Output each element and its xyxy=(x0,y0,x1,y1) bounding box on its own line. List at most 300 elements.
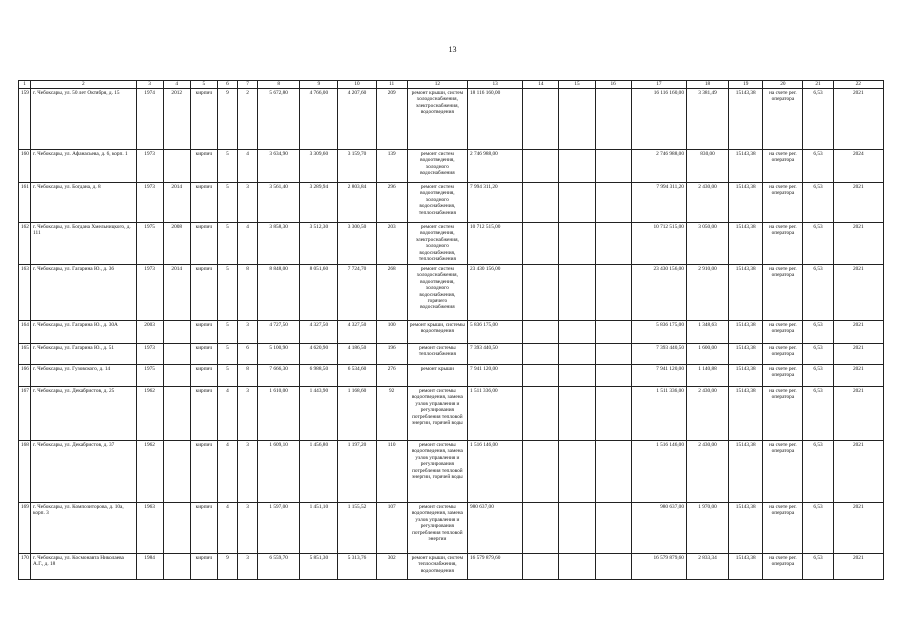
empty-cell xyxy=(523,321,559,344)
cost-total-cell: 7 941 120,00 xyxy=(468,365,523,387)
floors-cell: 9 xyxy=(217,89,237,150)
floors-cell: 5 xyxy=(217,321,237,344)
row-number-cell: 164 xyxy=(19,321,31,344)
wall-material-cell: кирпич xyxy=(190,265,217,321)
column-number-row xyxy=(19,81,884,89)
table-row xyxy=(19,387,884,441)
total-area-cell: 7 666,30 xyxy=(258,365,300,387)
works-cell: ремонт крыши, системы водоотведения xyxy=(407,321,467,344)
total-area-cell: 1 610,00 xyxy=(258,387,300,441)
entrances-cell: 6 xyxy=(237,344,257,365)
premises-area-cell: 6 988,50 xyxy=(300,365,338,387)
owner-funds-cell: 16 579 879,60 xyxy=(631,554,686,580)
column-number-cell: 18 xyxy=(686,81,728,89)
wall-material-cell: кирпич xyxy=(190,365,217,387)
empty-cell xyxy=(523,387,559,441)
works-cell: ремонт крыши xyxy=(407,365,467,387)
limit-cost-cell: 15143,38 xyxy=(729,554,763,580)
total-area-cell: 5 672,80 xyxy=(258,89,300,150)
unit-cost-cell: 830,00 xyxy=(686,150,728,183)
empty-cell xyxy=(559,387,595,441)
year-reconstruction-cell xyxy=(163,387,190,441)
empty-cell xyxy=(559,344,595,365)
value-cell: 6,53 xyxy=(803,344,833,365)
entrances-cell: 3 xyxy=(237,503,257,554)
residential-area-cell: 2 803,84 xyxy=(338,183,376,223)
table-row xyxy=(19,321,884,344)
total-area-cell: 6 559,70 xyxy=(258,554,300,580)
column-number-cell: 14 xyxy=(523,81,559,89)
empty-cell xyxy=(595,183,631,223)
works-cell: ремонт системы водоотведения, замена узлов управления и регулирования потребления тепловой энергии xyxy=(407,503,467,554)
total-area-cell: 1 609,10 xyxy=(258,441,300,503)
planned-year-cell: 2021 xyxy=(833,441,883,503)
floors-cell: 4 xyxy=(217,503,237,554)
wall-material-cell: кирпич xyxy=(190,183,217,223)
entrances-cell: 4 xyxy=(237,223,257,265)
premises-area-cell: 8 051,60 xyxy=(300,265,338,321)
planned-year-cell: 2021 xyxy=(833,365,883,387)
column-number-cell: 10 xyxy=(338,81,376,89)
cost-total-cell: 1 511 336,00 xyxy=(468,387,523,441)
unit-cost-cell: 2 910,00 xyxy=(686,265,728,321)
limit-cost-cell: 15143,38 xyxy=(729,387,763,441)
empty-cell xyxy=(595,223,631,265)
limit-cost-cell: 15143,38 xyxy=(729,183,763,223)
unit-cost-cell: 2 833,34 xyxy=(686,554,728,580)
residents-cell: 276 xyxy=(376,365,407,387)
empty-cell xyxy=(559,365,595,387)
floors-cell: 5 xyxy=(217,183,237,223)
unit-cost-cell: 2 430,00 xyxy=(686,387,728,441)
empty-cell xyxy=(523,554,559,580)
value-cell: 6,53 xyxy=(803,265,833,321)
table-row xyxy=(19,223,884,265)
owner-funds-cell: 10 712 515,00 xyxy=(631,223,686,265)
floors-cell: 5 xyxy=(217,150,237,183)
limit-cost-cell: 15143,38 xyxy=(729,441,763,503)
cost-total-cell: 1 516 146,00 xyxy=(468,441,523,503)
empty-cell xyxy=(595,150,631,183)
wall-material-cell: кирпич xyxy=(190,150,217,183)
empty-cell xyxy=(559,183,595,223)
funding-method-cell: на счете рег. оператора xyxy=(763,183,803,223)
value-cell: 6,53 xyxy=(803,387,833,441)
value-cell: 6,53 xyxy=(803,89,833,150)
owner-funds-cell: 2 746 988,00 xyxy=(631,150,686,183)
value-cell: 6,53 xyxy=(803,441,833,503)
owner-funds-cell: 980 637,00 xyxy=(631,503,686,554)
empty-cell xyxy=(595,365,631,387)
wall-material-cell: кирпич xyxy=(190,387,217,441)
table-row xyxy=(19,503,884,554)
empty-cell xyxy=(595,503,631,554)
column-number-cell: 3 xyxy=(136,81,163,89)
limit-cost-cell: 15143,38 xyxy=(729,150,763,183)
table-row xyxy=(19,150,884,183)
empty-cell xyxy=(595,554,631,580)
owner-funds-cell: 7 393 440,50 xyxy=(631,344,686,365)
column-number-cell: 19 xyxy=(729,81,763,89)
residents-cell: 139 xyxy=(376,150,407,183)
owner-funds-cell: 7 941 120,00 xyxy=(631,365,686,387)
residential-area-cell: 7 724,70 xyxy=(338,265,376,321)
funding-method-cell: на счете рег. оператора xyxy=(763,223,803,265)
premises-area-cell: 1 456,80 xyxy=(300,441,338,503)
total-area-cell: 3 858,30 xyxy=(258,223,300,265)
empty-cell xyxy=(559,441,595,503)
year-reconstruction-cell xyxy=(163,554,190,580)
premises-area-cell: 1 451,10 xyxy=(300,503,338,554)
value-cell: 6,53 xyxy=(803,223,833,265)
column-number-cell: 12 xyxy=(407,81,467,89)
row-number-cell: 162 xyxy=(19,223,31,265)
table-row xyxy=(19,554,884,580)
empty-cell xyxy=(559,89,595,150)
address-cell: г. Чебоксары, ул. Гузовского, д. 14 xyxy=(31,365,136,387)
row-number-cell: 166 xyxy=(19,365,31,387)
address-cell: г. Чебоксары, ул. Гагарина Ю., д. 30А xyxy=(31,321,136,344)
works-cell: ремонт системы теплоснабжения xyxy=(407,344,467,365)
residents-cell: 268 xyxy=(376,265,407,321)
address-cell: г. Чебоксары, ул. 50 лет Октября, д. 15 xyxy=(31,89,136,150)
unit-cost-cell: 3 050,00 xyxy=(686,223,728,265)
column-number-cell: 11 xyxy=(376,81,407,89)
cost-total-cell: 5 836 175,00 xyxy=(468,321,523,344)
empty-cell xyxy=(523,223,559,265)
planned-year-cell: 2021 xyxy=(833,554,883,580)
empty-cell xyxy=(559,554,595,580)
empty-cell xyxy=(595,89,631,150)
entrances-cell: 3 xyxy=(237,441,257,503)
works-cell: ремонт систем водоотведения, холодного водоснабжения, теплоснабжения xyxy=(407,183,467,223)
address-cell: г. Чебоксары, ул. Космонавта Николаева А.Г., д. 18 xyxy=(31,554,136,580)
address-cell: г. Чебоксары, ул. Композиторова, д. 10а, корп. 3 xyxy=(31,503,136,554)
row-number-cell: 165 xyxy=(19,344,31,365)
year-built-cell: 1973 xyxy=(136,183,163,223)
residents-cell: 196 xyxy=(376,344,407,365)
limit-cost-cell: 15143,38 xyxy=(729,365,763,387)
row-number-cell: 161 xyxy=(19,183,31,223)
year-built-cell: 1962 xyxy=(136,387,163,441)
premises-area-cell: 4 327,50 xyxy=(300,321,338,344)
funding-method-cell: на счете рег. оператора xyxy=(763,554,803,580)
planned-year-cell: 2021 xyxy=(833,223,883,265)
residential-area-cell: 3 300,50 xyxy=(338,223,376,265)
unit-cost-cell: 1 600,00 xyxy=(686,344,728,365)
residents-cell: 92 xyxy=(376,387,407,441)
works-cell: ремонт систем водоотведения, электроснабжения, холодного водоснабжения, теплоснабжения xyxy=(407,223,467,265)
table-row xyxy=(19,365,884,387)
table-row xyxy=(19,265,884,321)
wall-material-cell: кирпич xyxy=(190,223,217,265)
residential-area-cell: 4 186,50 xyxy=(338,344,376,365)
empty-cell xyxy=(523,344,559,365)
funding-method-cell: на счете рег. оператора xyxy=(763,89,803,150)
total-area-cell: 3 561,40 xyxy=(258,183,300,223)
year-built-cell: 1975 xyxy=(136,223,163,265)
row-number-cell: 163 xyxy=(19,265,31,321)
value-cell: 6,53 xyxy=(803,321,833,344)
row-number-cell: 169 xyxy=(19,503,31,554)
row-number-cell: 167 xyxy=(19,387,31,441)
wall-material-cell: кирпич xyxy=(190,554,217,580)
table-row xyxy=(19,441,884,503)
cost-total-cell: 18 116 160,00 xyxy=(468,89,523,150)
column-number-cell: 4 xyxy=(163,81,190,89)
column-number-cell: 8 xyxy=(258,81,300,89)
residential-area-cell: 4 327,50 xyxy=(338,321,376,344)
column-number-cell: 22 xyxy=(833,81,883,89)
cost-total-cell: 2 746 988,00 xyxy=(468,150,523,183)
year-reconstruction-cell xyxy=(163,150,190,183)
column-number-cell: 7 xyxy=(237,81,257,89)
table-row xyxy=(19,183,884,223)
total-area-cell: 5 100,90 xyxy=(258,344,300,365)
row-number-cell: 159 xyxy=(19,89,31,150)
value-cell: 6,53 xyxy=(803,150,833,183)
row-number-cell: 170 xyxy=(19,554,31,580)
column-number-cell: 6 xyxy=(217,81,237,89)
limit-cost-cell: 15143,38 xyxy=(729,265,763,321)
planned-year-cell: 2021 xyxy=(833,321,883,344)
value-cell: 6,53 xyxy=(803,554,833,580)
limit-cost-cell: 15143,38 xyxy=(729,344,763,365)
cost-total-cell: 16 579 879,60 xyxy=(468,554,523,580)
address-cell: г. Чебоксары, ул. Богдана Хмельницкого, д. 111 xyxy=(31,223,136,265)
year-reconstruction-cell: 2014 xyxy=(163,183,190,223)
total-area-cell: 1 597,00 xyxy=(258,503,300,554)
planned-year-cell: 2021 xyxy=(833,89,883,150)
empty-cell xyxy=(523,150,559,183)
limit-cost-cell: 15143,38 xyxy=(729,223,763,265)
planned-year-cell: 2021 xyxy=(833,503,883,554)
entrances-cell: 3 xyxy=(237,321,257,344)
year-built-cell: 1963 xyxy=(136,503,163,554)
works-cell: ремонт системы водоотведения, замена узлов управления и регулирования потребления тепловой энергии, горячей воды xyxy=(407,387,467,441)
funding-method-cell: на счете рег. оператора xyxy=(763,344,803,365)
table-row xyxy=(19,89,884,150)
entrances-cell: 8 xyxy=(237,365,257,387)
column-number-cell: 13 xyxy=(468,81,523,89)
limit-cost-cell: 15143,38 xyxy=(729,503,763,554)
planned-year-cell: 2021 xyxy=(833,387,883,441)
planned-year-cell: 2021 xyxy=(833,344,883,365)
cost-total-cell: 7 393 440,50 xyxy=(468,344,523,365)
residential-area-cell: 4 207,60 xyxy=(338,89,376,150)
total-area-cell: 8 848,00 xyxy=(258,265,300,321)
wall-material-cell: кирпич xyxy=(190,344,217,365)
value-cell: 6,53 xyxy=(803,503,833,554)
column-number-cell: 2 xyxy=(31,81,136,89)
funding-method-cell: на счете рег. оператора xyxy=(763,365,803,387)
empty-cell xyxy=(523,89,559,150)
empty-cell xyxy=(559,321,595,344)
empty-cell xyxy=(523,503,559,554)
wall-material-cell: кирпич xyxy=(190,89,217,150)
year-built-cell: 2003 xyxy=(136,321,163,344)
column-number-cell: 5 xyxy=(190,81,217,89)
premises-area-cell: 3 512,30 xyxy=(300,223,338,265)
residents-cell: 100 xyxy=(376,321,407,344)
floors-cell: 5 xyxy=(217,365,237,387)
planned-year-cell: 2021 xyxy=(833,265,883,321)
year-reconstruction-cell xyxy=(163,344,190,365)
column-number-cell: 9 xyxy=(300,81,338,89)
address-cell: г. Чебоксары, ул. Декабристов, д. 25 xyxy=(31,387,136,441)
year-built-cell: 1975 xyxy=(136,365,163,387)
residential-area-cell: 1 197,20 xyxy=(338,441,376,503)
funding-method-cell: на счете рег. оператора xyxy=(763,265,803,321)
year-reconstruction-cell xyxy=(163,365,190,387)
limit-cost-cell: 15143,38 xyxy=(729,89,763,150)
column-number-cell: 20 xyxy=(763,81,803,89)
entrances-cell: 3 xyxy=(237,554,257,580)
limit-cost-cell: 15143,38 xyxy=(729,321,763,344)
planned-year-cell: 2021 xyxy=(833,183,883,223)
empty-cell xyxy=(595,441,631,503)
empty-cell xyxy=(559,223,595,265)
funding-method-cell: на счете рег. оператора xyxy=(763,503,803,554)
floors-cell: 4 xyxy=(217,441,237,503)
owner-funds-cell: 1 516 146,00 xyxy=(631,441,686,503)
empty-cell xyxy=(595,265,631,321)
year-built-cell: 1974 xyxy=(136,89,163,150)
address-cell: г. Чебоксары, ул. Декабристов, д. 37 xyxy=(31,441,136,503)
year-built-cell: 1962 xyxy=(136,441,163,503)
total-area-cell: 4 727,50 xyxy=(258,321,300,344)
year-built-cell: 1984 xyxy=(136,554,163,580)
unit-cost-cell: 1 140,88 xyxy=(686,365,728,387)
empty-cell xyxy=(595,321,631,344)
year-built-cell: 1973 xyxy=(136,150,163,183)
planned-year-cell: 2024 xyxy=(833,150,883,183)
entrances-cell: 3 xyxy=(237,387,257,441)
repair-program-table xyxy=(18,80,884,580)
page-number: 13 xyxy=(448,45,457,54)
premises-area-cell: 5 851,30 xyxy=(300,554,338,580)
floors-cell: 5 xyxy=(217,265,237,321)
empty-cell xyxy=(559,150,595,183)
residents-cell: 209 xyxy=(376,89,407,150)
residential-area-cell: 1 168,60 xyxy=(338,387,376,441)
year-reconstruction-cell xyxy=(163,441,190,503)
wall-material-cell: кирпич xyxy=(190,321,217,344)
floors-cell: 5 xyxy=(217,223,237,265)
empty-cell xyxy=(523,265,559,321)
floors-cell: 9 xyxy=(217,554,237,580)
residents-cell: 110 xyxy=(376,441,407,503)
floors-cell: 4 xyxy=(217,387,237,441)
row-number-cell: 160 xyxy=(19,150,31,183)
cost-total-cell: 7 994 311,20 xyxy=(468,183,523,223)
year-reconstruction-cell xyxy=(163,503,190,554)
value-cell: 6,53 xyxy=(803,365,833,387)
funding-method-cell: на счете рег. оператора xyxy=(763,441,803,503)
empty-cell xyxy=(523,365,559,387)
empty-cell xyxy=(523,183,559,223)
owner-funds-cell: 1 511 336,00 xyxy=(631,387,686,441)
residents-cell: 296 xyxy=(376,183,407,223)
residents-cell: 107 xyxy=(376,503,407,554)
address-cell: г. Чебоксары, ул. Гагарина Ю., д. 36 xyxy=(31,265,136,321)
owner-funds-cell: 7 994 311,20 xyxy=(631,183,686,223)
owner-funds-cell: 5 836 175,00 xyxy=(631,321,686,344)
owner-funds-cell: 16 116 160,00 xyxy=(631,89,686,150)
empty-cell xyxy=(559,503,595,554)
row-number-cell: 168 xyxy=(19,441,31,503)
funding-method-cell: на счете рег. оператора xyxy=(763,387,803,441)
address-cell: г. Чебоксары, ул. Гагарина Ю., д. 51 xyxy=(31,344,136,365)
empty-cell xyxy=(559,265,595,321)
cost-total-cell: 23 430 156,00 xyxy=(468,265,523,321)
value-cell: 6,53 xyxy=(803,183,833,223)
residential-area-cell: 5 313,76 xyxy=(338,554,376,580)
funding-method-cell: на счете рег. оператора xyxy=(763,150,803,183)
unit-cost-cell: 2 430,00 xyxy=(686,183,728,223)
residents-cell: 302 xyxy=(376,554,407,580)
year-built-cell: 1973 xyxy=(136,344,163,365)
address-cell: г. Чебоксары, ул. Афанасьева, д. 6, корп. 1 xyxy=(31,150,136,183)
wall-material-cell: кирпич xyxy=(190,441,217,503)
floors-cell: 5 xyxy=(217,344,237,365)
premises-area-cell: 4 766,00 xyxy=(300,89,338,150)
cost-total-cell: 980 637,00 xyxy=(468,503,523,554)
cost-total-cell: 10 712 515,00 xyxy=(468,223,523,265)
column-number-cell: 16 xyxy=(595,81,631,89)
entrances-cell: 4 xyxy=(237,150,257,183)
entrances-cell: 3 xyxy=(237,183,257,223)
entrances-cell: 8 xyxy=(237,265,257,321)
column-number-cell: 21 xyxy=(803,81,833,89)
year-reconstruction-cell: 2014 xyxy=(163,265,190,321)
funding-method-cell: на счете рег. оператора xyxy=(763,321,803,344)
premises-area-cell: 1 443,90 xyxy=(300,387,338,441)
unit-cost-cell: 1 970,00 xyxy=(686,503,728,554)
premises-area-cell: 4 620,90 xyxy=(300,344,338,365)
year-built-cell: 1973 xyxy=(136,265,163,321)
works-cell: ремонт крыши, систем холодоснабжения, электроснабжения, водоотведения xyxy=(407,89,467,150)
premises-area-cell: 3 289,94 xyxy=(300,183,338,223)
column-number-cell: 1 xyxy=(19,81,31,89)
wall-material-cell: кирпич xyxy=(190,503,217,554)
address-cell: г. Чебоксары, ул. Богдана, д. 8 xyxy=(31,183,136,223)
works-cell: ремонт системы водоотведения, замена узлов управления и регулирования потребления тепловой энергии, горячей воды xyxy=(407,441,467,503)
year-reconstruction-cell: 2008 xyxy=(163,223,190,265)
total-area-cell: 3 634,90 xyxy=(258,150,300,183)
empty-cell xyxy=(523,441,559,503)
residential-area-cell: 3 159,70 xyxy=(338,150,376,183)
residential-area-cell: 1 155,52 xyxy=(338,503,376,554)
unit-cost-cell: 3 381,49 xyxy=(686,89,728,150)
empty-cell xyxy=(595,387,631,441)
works-cell: ремонт систем водоотведения, холодного водоснабжения xyxy=(407,150,467,183)
premises-area-cell: 3 309,60 xyxy=(300,150,338,183)
works-cell: ремонт крыши, систем теплоснабжения, водоотведения xyxy=(407,554,467,580)
owner-funds-cell: 23 430 156,00 xyxy=(631,265,686,321)
unit-cost-cell: 1 348,63 xyxy=(686,321,728,344)
works-cell: ремонт систем холодоснабжения, водоотведения, холодного водоснабжения, горячего водоснабжения xyxy=(407,265,467,321)
column-number-cell: 17 xyxy=(631,81,686,89)
year-reconstruction-cell xyxy=(163,321,190,344)
year-reconstruction-cell: 2012 xyxy=(163,89,190,150)
empty-cell xyxy=(595,344,631,365)
residential-area-cell: 6 534,60 xyxy=(338,365,376,387)
residents-cell: 203 xyxy=(376,223,407,265)
column-number-cell: 15 xyxy=(559,81,595,89)
entrances-cell: 2 xyxy=(237,89,257,150)
unit-cost-cell: 2 430,00 xyxy=(686,441,728,503)
